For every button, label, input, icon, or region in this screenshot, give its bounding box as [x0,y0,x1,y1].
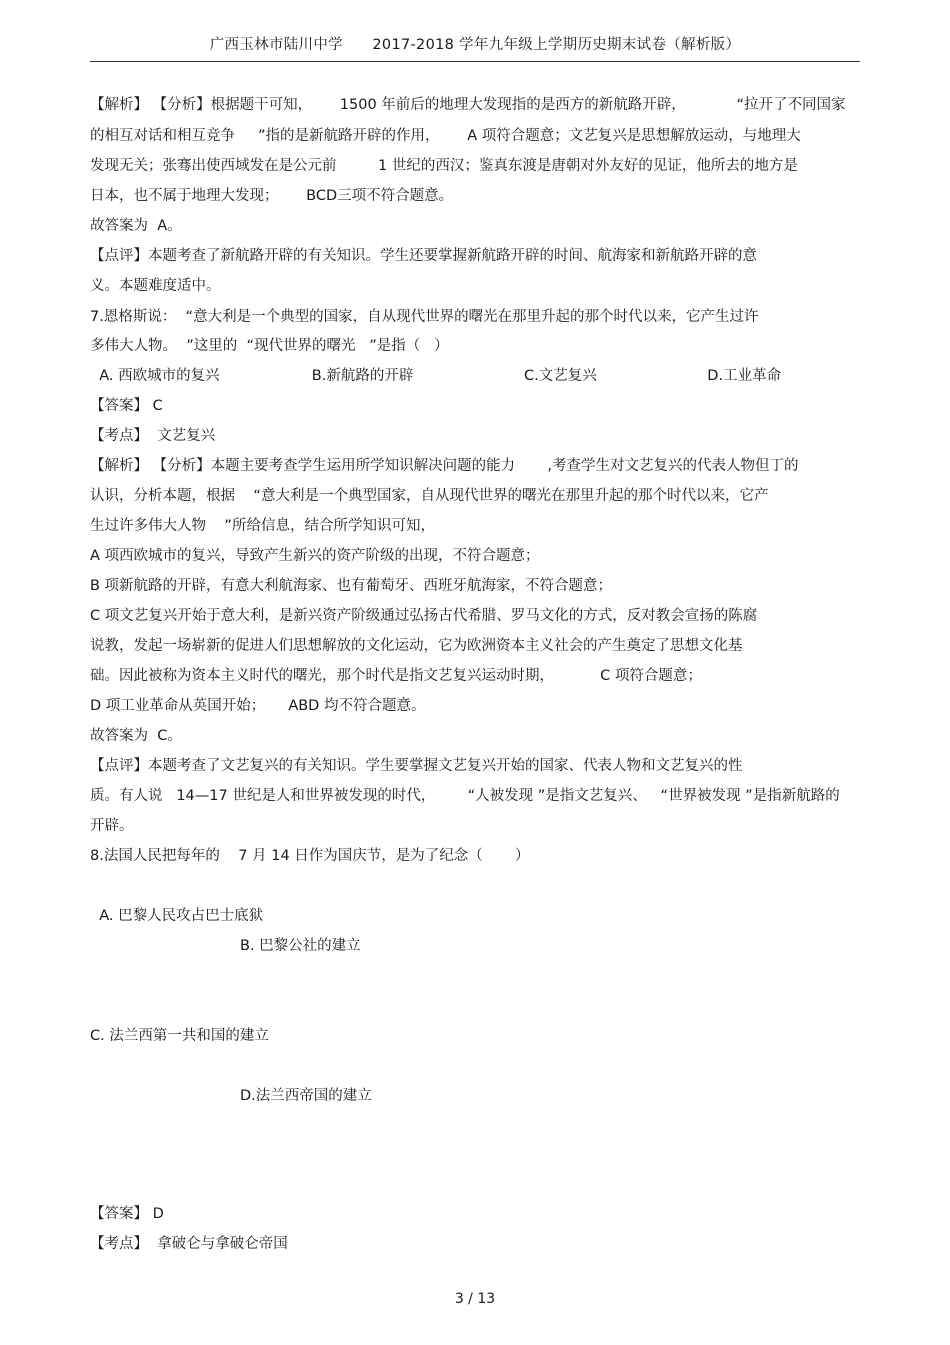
text-line: 【点评】本题考查了新航路开辟的有关知识。学生还要掌握新航路开辟的时间、航海家和新航路开辟的意 [90,248,757,264]
answer-line: 【答案】 D [90,1206,164,1222]
question-7-stem: 多伟大人物。 ”这里的 “现代世界的曙光 ”是指（ ） [90,338,449,354]
text-line: 【解析】 【分析】根据题干可知， 1500 年前后的地理大发现指的是西方的新航路开辟， “拉开了不同国家 [90,97,846,113]
text-line: 的相互对话和相互竞争 ”指的是新航路开辟的作用， A 项符合题意；文艺复兴是思想解放运动，与地理大 [90,128,801,144]
text-line: 故答案为 C。 [90,728,182,744]
text-line: 故答案为 A。 [90,218,182,234]
text-line: 础。因此被称为资本主义时代的曙光，那个时代是指文艺复兴运动时期， C 项符合题意； [90,668,702,684]
text-line: A 项西欧城市的复兴，导致产生新兴的资产阶级的出现，不符合题意； [90,548,540,564]
text-line: 认识，分析本题，根据 “意大利是一个典型国家，自从现代世界的曙光在那里升起的那个时代以来，它产 [90,488,769,504]
topic-line: 【考点】 文艺复兴 [90,428,216,444]
question-7-options: A. 西欧城市的复兴 B.新航路的开辟 C.文艺复兴 D.工业革命 [90,368,782,384]
text-line: 发现无关；张骞出使西域发在是公元前 1 世纪的西汉；鉴真东渡是唐朝对外友好的见证，他所去的地方是 [90,158,798,174]
question-7-stem: 7.恩格斯说： “意大利是一个典型的国家，自从现代世界的曙光在那里升起的那个时代以来，它产生过许 [90,309,759,325]
page-header: 广西玉林市陆川中学 2017-2018 学年九年级上学期历史期末试卷（解析版） [209,37,741,53]
question-8-stem: 8.法国人民把每年的 7 月 14 日作为国庆节，是为了纪念（ ） [90,848,530,864]
question-8-option-c: C. 法兰西第一共和国的建立 [90,1028,269,1044]
text-line: D 项工业革命从英国开始； ABD 均不符合题意。 [90,698,426,714]
text-line: B 项新航路的开辟，有意大利航海家、也有葡萄牙、西班牙航海家，不符合题意； [90,578,613,594]
text-line: 质。有人说 14—17 世纪是人和世界被发现的时代， “人被发现 ”是指文艺复兴、 “世界被发现 ”是指新航路的 [90,788,840,804]
text-line: 日本，也不属于地理大发现； BCD三项不符合题意。 [90,188,454,204]
topic-line: 【考点】 拿破仑与拿破仑帝国 [90,1236,288,1252]
question-8-option-b: B. 巴黎公社的建立 [240,938,361,954]
text-line: 义。本题难度适中。 [90,278,221,294]
answer-line: 【答案】 C [90,398,163,414]
page-number: 3 / 13 [454,1291,496,1307]
header-divider [90,61,860,62]
text-line: 【解析】 【分析】本题主要考查学生运用所学知识解决问题的能力 ,考查学生对文艺复兴的代表人物但丁的 [90,458,799,474]
question-8-option-d: D.法兰西帝国的建立 [240,1088,372,1104]
text-line: C 项文艺复兴开始于意大利，是新兴资产阶级通过弘扬古代希腊、罗马文化的方式，反对教会宣扬的陈腐 [90,608,758,624]
text-line: 说教，发起一场崭新的促进人们思想解放的文化运动，它为欧洲资本主义社会的产生奠定了思想文化基 [90,638,743,654]
text-line: 开辟。 [90,818,134,834]
text-line: 生过许多伟大人物 ”所给信息，结合所学知识可知， [90,518,435,534]
question-8-option-a: A. 巴黎人民攻占巴士底狱 [90,908,264,924]
text-line: 【点评】本题考查了文艺复兴的有关知识。学生要掌握文艺复兴开始的国家、代表人物和文艺复兴的性 [90,758,743,774]
